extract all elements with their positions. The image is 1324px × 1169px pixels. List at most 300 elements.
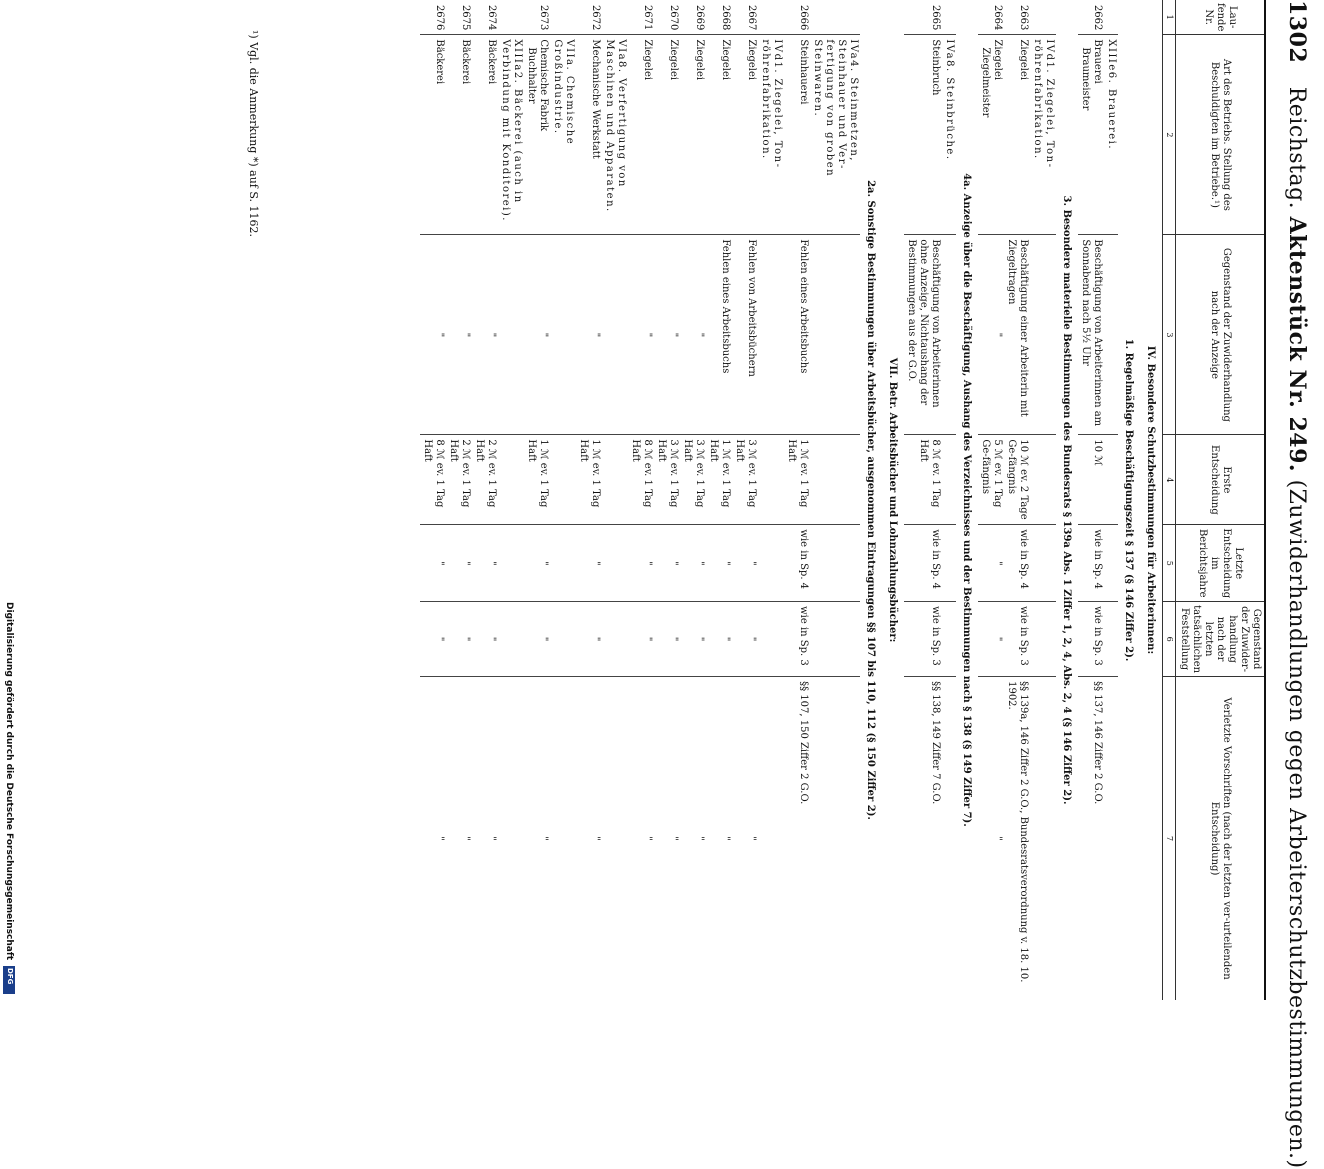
- row-number-value: 2669: [694, 4, 705, 31]
- row-number-value: 2672: [590, 4, 601, 31]
- established-offense-cell-value: wie in Sp. 3: [798, 606, 809, 666]
- table-row: [472, 0, 498, 1000]
- violated-provisions-cell: [942, 677, 956, 1000]
- last-decision-cell-value: ": [642, 560, 653, 566]
- first-decision-cell: [654, 435, 680, 525]
- established-offense-cell: [550, 602, 576, 677]
- last-decision-cell-value: wie in Sp. 4: [930, 529, 941, 590]
- table-row: [904, 0, 942, 1000]
- first-decision-cell-value: 2 ℳ ev. 1 Tag Haft: [448, 439, 471, 508]
- first-decision-cell: [942, 435, 956, 525]
- establishment-type: Ziegelei: [694, 39, 705, 81]
- first-decision-cell: [784, 435, 810, 525]
- establishment-type: IVd1. Ziegelei, Ton-röhrenfabrikation.: [760, 39, 783, 169]
- document-number: Aktenstück Nr. 249.: [1284, 216, 1310, 473]
- violated-provisions-cell-value: ": [992, 836, 1003, 841]
- last-decision-cell: [978, 525, 1004, 602]
- section-heading-text: VII. Betr. Arbeitsbücher und Lohnzahlungsbücher:: [887, 357, 898, 643]
- establishment-type: Mechanische Werkstatt: [590, 39, 601, 159]
- subsection-heading-text: 1. Regelmäßige Beschäftigungszeit § 137 (§ 146 Ziffer 2).: [1123, 338, 1134, 662]
- established-offense-cell: [942, 602, 956, 677]
- offense-cell-value: Fehlen eines Arbeitsbuchs: [798, 239, 809, 374]
- last-decision-cell: [706, 525, 732, 602]
- violated-provisions-cell-value: ": [694, 836, 705, 841]
- column-number: 5: [1163, 525, 1176, 602]
- offense-cell-value: Fehlen eines Arbeitsbuchs: [720, 239, 731, 374]
- established-offense-cell: [904, 602, 942, 677]
- section-heading: [1140, 0, 1163, 1000]
- first-decision-cell: [1104, 435, 1118, 525]
- row-number: [472, 0, 498, 35]
- established-offense-cell-value: ": [538, 636, 549, 642]
- row-number-value: 2676: [434, 4, 445, 31]
- last-decision-cell: [732, 525, 758, 602]
- violated-provisions-cell-value: ": [460, 836, 471, 841]
- established-offense-cell: [420, 602, 446, 677]
- established-offense-cell-value: ": [992, 636, 1003, 642]
- table-row: [942, 0, 956, 1000]
- establishment-cell: [810, 35, 860, 235]
- violated-provisions-cell: [654, 677, 680, 1000]
- row-number-value: 2662: [1092, 4, 1103, 31]
- subsection-heading: [1056, 0, 1078, 1000]
- offense-cell: [758, 235, 784, 435]
- table-row: [420, 0, 446, 1000]
- establishment-type: Ziegelei: [746, 39, 757, 81]
- first-decision-cell: [706, 435, 732, 525]
- table-row: [706, 0, 732, 1000]
- table-row: [524, 0, 550, 1000]
- establishment-cell: [1004, 35, 1030, 235]
- violated-provisions-cell: [1004, 677, 1030, 1000]
- offense-cell: [1078, 235, 1104, 435]
- offense-cell: [942, 235, 956, 435]
- column-header: Lau-fende Nr.: [1176, 0, 1265, 35]
- offense-cell-value: ": [992, 332, 1003, 338]
- offense-cell: [1030, 235, 1056, 435]
- last-decision-cell: [810, 525, 860, 602]
- established-offense-cell-value: ": [590, 636, 601, 642]
- first-decision-cell: [524, 435, 550, 525]
- last-decision-cell: [904, 525, 942, 602]
- established-offense-cell: [810, 602, 860, 677]
- establishment-type: Steinbruch: [930, 39, 941, 96]
- established-offense-cell: [1078, 602, 1104, 677]
- row-number-value: 2668: [720, 4, 731, 31]
- table-row: [732, 0, 758, 1000]
- table-row: [602, 0, 628, 1000]
- column-number: 6: [1163, 602, 1176, 677]
- row-number: [498, 0, 524, 35]
- table-body: [420, 0, 1163, 1000]
- accused-position: Ziegelmeister: [980, 47, 991, 118]
- establishment-cell: [784, 35, 810, 235]
- violated-provisions-cell: [1030, 677, 1056, 1000]
- established-offense-cell-value: ": [434, 636, 445, 642]
- establishment-type: Steinhauerei: [798, 39, 809, 105]
- violated-provisions-cell: [524, 677, 550, 1000]
- row-number-value: 2666: [798, 4, 809, 31]
- last-decision-cell-value: wie in Sp. 4: [798, 529, 809, 590]
- last-decision-cell-value: ": [486, 560, 497, 566]
- established-offense-cell: [732, 602, 758, 677]
- column-header: Erste Entscheidung: [1176, 435, 1265, 525]
- established-offense-cell-value: ": [694, 636, 705, 642]
- establishment-type: Bäckerei: [486, 39, 497, 85]
- table-row: [498, 0, 524, 1000]
- first-decision-cell: [628, 435, 654, 525]
- violated-provisions-cell: [1078, 677, 1104, 1000]
- established-offense-cell: [446, 602, 472, 677]
- offense-cell: [602, 235, 628, 435]
- credit-text: Digitalisierung gefördert durch die Deutsche Forschungsgemeinschaft: [4, 602, 14, 961]
- offense-cell-value: ": [642, 332, 653, 338]
- row-number: [1104, 0, 1118, 35]
- subsection-heading: [1118, 0, 1140, 1000]
- violated-provisions-cell: [420, 677, 446, 1000]
- document-subject: (Zuwiderhandlungen gegen Arbeiterschutzbestimmungen.): [1284, 479, 1309, 1169]
- violated-provisions-cell-value: §§ 137, 146 Ziffer 2 G.O.: [1092, 681, 1103, 805]
- violated-provisions-cell: [1104, 677, 1118, 1000]
- row-number: [978, 0, 1004, 35]
- last-decision-cell-value: ": [720, 560, 731, 566]
- document-page: [150, 0, 1310, 1169]
- first-decision-cell-value: 1 ℳ ev. 1 Tag Haft: [786, 439, 809, 508]
- establishment-cell: [628, 35, 654, 235]
- subsection-heading: [860, 0, 882, 1000]
- row-number-value: 2664: [992, 4, 1003, 31]
- violated-provisions-cell-value: ": [642, 836, 653, 841]
- violated-provisions-cell-value: ": [486, 836, 497, 841]
- last-decision-cell: [576, 525, 602, 602]
- first-decision-cell: [550, 435, 576, 525]
- first-decision-cell: [1078, 435, 1104, 525]
- last-decision-cell-value: wie in Sp. 4: [1018, 529, 1029, 590]
- offense-cell-value: ": [460, 332, 471, 338]
- dfg-logo: [3, 966, 15, 994]
- offense-cell: [810, 235, 860, 435]
- last-decision-cell: [654, 525, 680, 602]
- offense-cell: [904, 235, 942, 435]
- first-decision-cell-value: 1 ℳ ev. 1 Tag Haft: [526, 439, 549, 508]
- established-offense-cell-value: ": [460, 636, 471, 642]
- section-heading: [882, 0, 904, 1000]
- row-number: [904, 0, 942, 35]
- first-decision-cell-value: 8 ℳ ev. 1 Tag Haft: [630, 439, 653, 508]
- dfg-logo-text: DFG: [6, 968, 14, 985]
- first-decision-cell-value: 5 ℳ ev. 1 Tag Ge-fängnis: [980, 439, 1003, 508]
- table-row: [1078, 0, 1104, 1000]
- first-decision-cell: [810, 435, 860, 525]
- last-decision-cell-value: ": [746, 560, 757, 566]
- offense-cell-value: ": [434, 332, 445, 338]
- first-decision-cell-value: 8 ℳ ev. 1 Tag Haft: [422, 439, 445, 508]
- establishment-cell: [446, 35, 472, 235]
- established-offense-cell: [654, 602, 680, 677]
- establishment-type: IVa4. Steinmetzen, Steinhauer und Ver-fertigung von groben Steinwaren.: [812, 39, 859, 178]
- last-decision-cell-value: wie in Sp. 4: [1092, 529, 1103, 590]
- established-offense-cell-value: wie in Sp. 3: [930, 606, 941, 666]
- column-header-row: [1176, 0, 1265, 1000]
- establishment-cell: [498, 35, 524, 235]
- table-row: [550, 0, 576, 1000]
- first-decision-cell: [420, 435, 446, 525]
- violated-provisions-cell: [628, 677, 654, 1000]
- column-number-row: [1163, 0, 1176, 1000]
- establishment-cell: [942, 35, 956, 235]
- first-decision-cell: [978, 435, 1004, 525]
- first-decision-cell-value: 8 ℳ ev. 1 Tag Haft: [918, 439, 941, 508]
- row-number: [576, 0, 602, 35]
- row-number: [680, 0, 706, 35]
- violated-provisions-cell: [680, 677, 706, 1000]
- establishment-cell: [680, 35, 706, 235]
- column-header: Gegenstand der Zuwiderhandlung nach der Anzeige: [1176, 235, 1265, 435]
- establishment-type: XIIIa2. Bäckerei (auch in Verbindung mit Konditorei).: [500, 39, 523, 222]
- first-decision-cell: [732, 435, 758, 525]
- row-number-value: 2675: [460, 4, 471, 31]
- row-number-value: 2667: [746, 4, 757, 31]
- row-number: [732, 0, 758, 35]
- column-number: 7: [1163, 677, 1176, 1000]
- column-number: 3: [1163, 235, 1176, 435]
- establishment-cell: [1078, 35, 1104, 235]
- subsection-heading-text: 4a. Anzeige über die Beschäftigung, Aushang des Verzeichnisses und der Bestimmungen nach § 138 (§ 149 Ziffer 7).: [961, 173, 972, 827]
- offense-cell: [654, 235, 680, 435]
- establishment-cell: [706, 35, 732, 235]
- first-decision-cell-value: 10 ℳ ev. 2 Tage Ge-fängnis: [1006, 439, 1029, 520]
- row-number-value: 2670: [668, 4, 679, 31]
- violated-provisions-cell: [550, 677, 576, 1000]
- subsection-heading: [956, 0, 978, 1000]
- offense-cell-value: Beschäftigung von Arbeiterinnen am Sonnabend nach 5½ Uhr: [1080, 239, 1103, 427]
- established-offense-cell-value: wie in Sp. 3: [1092, 606, 1103, 666]
- column-number: 4: [1163, 435, 1176, 525]
- footnote: ¹) Vgl. die Anmerkung *) auf S. 1162.: [247, 30, 260, 237]
- first-decision-cell: [904, 435, 942, 525]
- first-decision-cell: [680, 435, 706, 525]
- row-number-value: 2673: [538, 4, 549, 31]
- violated-provisions-cell: [784, 677, 810, 1000]
- offense-cell-value: ": [486, 332, 497, 338]
- offense-cell: [550, 235, 576, 435]
- row-number: [628, 0, 654, 35]
- establishment-type: VIIa. Chemische Großindustrie.: [552, 39, 575, 146]
- page-number: 1302: [1284, 0, 1310, 64]
- last-decision-cell-value: ": [590, 560, 601, 566]
- violated-provisions-cell-value: §§ 107, 150 Ziffer 2 G.O.: [798, 681, 809, 805]
- offense-cell: [524, 235, 550, 435]
- established-offense-cell: [706, 602, 732, 677]
- last-decision-cell: [498, 525, 524, 602]
- table-row: [784, 0, 810, 1000]
- last-decision-cell: [628, 525, 654, 602]
- subsection-heading-text: 3. Besondere materielle Bestimmungen des Bundesrats § 139a Abs. 1 Ziffer 1, 2, 4, Abs. 2, 4 (§ 146 Ziffer 2).: [1061, 195, 1072, 805]
- offense-cell: [498, 235, 524, 435]
- established-offense-cell: [524, 602, 550, 677]
- violated-provisions-cell: [706, 677, 732, 1000]
- last-decision-cell: [472, 525, 498, 602]
- table-row: [680, 0, 706, 1000]
- table-row: [446, 0, 472, 1000]
- offense-cell-value: ": [590, 332, 601, 338]
- established-offense-cell-value: ": [486, 636, 497, 642]
- violated-provisions-cell: [576, 677, 602, 1000]
- row-number: [446, 0, 472, 35]
- table-row: [1030, 0, 1056, 1000]
- established-offense-cell-value: ": [746, 636, 757, 642]
- first-decision-cell: [758, 435, 784, 525]
- offense-cell: [978, 235, 1004, 435]
- establishment-cell: [654, 35, 680, 235]
- first-decision-cell: [498, 435, 524, 525]
- table-row: [1104, 0, 1118, 1000]
- last-decision-cell-value: ": [460, 560, 471, 566]
- offense-cell-value: ": [538, 332, 549, 338]
- column-number: 1: [1163, 0, 1176, 35]
- establishment-type: Brauerei: [1092, 39, 1103, 84]
- establishment-type: Ziegelei: [668, 39, 679, 81]
- established-offense-cell: [1104, 602, 1118, 677]
- offense-cell: [446, 235, 472, 435]
- first-decision-cell-value: 1 ℳ ev. 1 Tag Haft: [708, 439, 731, 508]
- row-number: [654, 0, 680, 35]
- establishment-type: Bäckerei: [460, 39, 471, 85]
- table-row: [1004, 0, 1030, 1000]
- violations-table: [420, 0, 1264, 1000]
- establishment-type: IVa8. Steinbrüche.: [944, 39, 955, 161]
- establishment-cell: [904, 35, 942, 235]
- violated-provisions-cell-value: ": [590, 836, 601, 841]
- row-number-value: 2674: [486, 4, 497, 31]
- first-decision-cell-value: 3 ℳ ev. 1 Tag Haft: [682, 439, 705, 508]
- violated-provisions-cell: [732, 677, 758, 1000]
- table-row: [758, 0, 784, 1000]
- establishment-type: Ziegelei: [992, 39, 1003, 81]
- offense-cell: [1104, 235, 1118, 435]
- section-heading-text: IV. Besondere Schutzbestimmungen für Arbeiterinnen:: [1145, 345, 1156, 655]
- offense-cell-value: ": [668, 332, 679, 338]
- violated-provisions-cell-value: ": [434, 836, 445, 841]
- last-decision-cell: [1104, 525, 1118, 602]
- column-header: Gegenstand der Zuwider-handlung nach der letzten tatsächlichen Feststellung: [1176, 602, 1265, 677]
- establishment-cell: [602, 35, 628, 235]
- last-decision-cell: [942, 525, 956, 602]
- last-decision-cell: [1078, 525, 1104, 602]
- table-row: [978, 0, 1004, 1000]
- offense-cell-value: Beschäftigung von Arbeiterinnen ohne Anzeige, Nichtaushang der Bestimmungen aus der G.O.: [906, 239, 941, 408]
- last-decision-cell-value: ": [538, 560, 549, 566]
- established-offense-cell: [472, 602, 498, 677]
- establishment-cell: [524, 35, 550, 235]
- first-decision-cell-value: 2 ℳ ev. 1 Tag Haft: [474, 439, 497, 508]
- first-decision-cell-value: 3 ℳ ev. 1 Tag Haft: [734, 439, 757, 508]
- establishment-type: Bäckerei: [434, 39, 445, 85]
- established-offense-cell: [1030, 602, 1056, 677]
- violated-provisions-cell: [904, 677, 942, 1000]
- violated-provisions-cell-value: ": [538, 836, 549, 841]
- column-header: Verletzte Vorschriften (nach der letzten ver-urteilenden Entscheidung): [1176, 677, 1265, 1000]
- first-decision-cell: [446, 435, 472, 525]
- establishment-cell: [576, 35, 602, 235]
- header-rule: [1264, 0, 1266, 1000]
- row-number: [550, 0, 576, 35]
- established-offense-cell: [576, 602, 602, 677]
- first-decision-cell-value: 1 ℳ ev. 1 Tag Haft: [578, 439, 601, 508]
- first-decision-cell: [1004, 435, 1030, 525]
- page-header: [1274, 0, 1310, 1169]
- offense-cell-value: Fehlen von Arbeitsbüchern: [746, 239, 757, 377]
- established-offense-cell: [978, 602, 1004, 677]
- violated-provisions-cell-value: §§ 139a, 146 Ziffer 2 G.O., Bundesratsverordnung v. 18. 10. 1902.: [1006, 681, 1029, 983]
- row-number: [420, 0, 446, 35]
- row-number: [942, 0, 956, 35]
- established-offense-cell-value: wie in Sp. 3: [1018, 606, 1029, 666]
- first-decision-cell: [1030, 435, 1056, 525]
- last-decision-cell: [550, 525, 576, 602]
- row-number-value: 2671: [642, 4, 653, 31]
- publication-name: Reichstag.: [1284, 86, 1309, 210]
- established-offense-cell: [1004, 602, 1030, 677]
- row-number: [1030, 0, 1056, 35]
- accused-position: Buchhalter: [526, 47, 537, 104]
- first-decision-cell: [576, 435, 602, 525]
- establishment-cell: [978, 35, 1004, 235]
- established-offense-cell-value: ": [720, 636, 731, 642]
- first-decision-cell-value: 3 ℳ ev. 1 Tag Haft: [656, 439, 679, 508]
- offense-cell: [420, 235, 446, 435]
- establishment-type: XIIIe6. Brauerei.: [1106, 39, 1117, 151]
- offense-cell: [680, 235, 706, 435]
- established-offense-cell: [680, 602, 706, 677]
- establishment-type: VIa8. Verfertigung von Maschinen und Apparaten.: [604, 39, 627, 213]
- violated-provisions-cell: [810, 677, 860, 1000]
- establishment-type: IVd1. Ziegelei, Ton-röhrenfabrikation.: [1032, 39, 1055, 169]
- offense-cell: [628, 235, 654, 435]
- establishment-cell: [472, 35, 498, 235]
- column-header: Art des Betriebs. Stellung des Beschuldigten im Betriebe.¹): [1176, 35, 1265, 235]
- last-decision-cell: [420, 525, 446, 602]
- last-decision-cell: [1004, 525, 1030, 602]
- establishment-type: Ziegelei: [1018, 39, 1029, 81]
- last-decision-cell: [758, 525, 784, 602]
- accused-position: Braumeister: [1080, 47, 1091, 111]
- last-decision-cell: [524, 525, 550, 602]
- first-decision-cell: [472, 435, 498, 525]
- row-number: [524, 0, 550, 35]
- violated-provisions-cell-value: §§ 138, 149 Ziffer 7 G.O.: [930, 681, 941, 805]
- establishment-cell: [1030, 35, 1056, 235]
- establishment-cell: [1104, 35, 1118, 235]
- row-number: [810, 0, 860, 35]
- violated-provisions-cell-value: ": [746, 836, 757, 841]
- last-decision-cell: [446, 525, 472, 602]
- violated-provisions-cell-value: ": [668, 836, 679, 841]
- establishment-cell: [732, 35, 758, 235]
- table-row: [576, 0, 602, 1000]
- violated-provisions-cell: [602, 677, 628, 1000]
- established-offense-cell: [758, 602, 784, 677]
- establishment-cell: [420, 35, 446, 235]
- row-number-value: 2663: [1018, 4, 1029, 31]
- row-number: [784, 0, 810, 35]
- offense-cell: [1004, 235, 1030, 435]
- offense-cell: [472, 235, 498, 435]
- established-offense-cell: [602, 602, 628, 677]
- row-number: [1078, 0, 1104, 35]
- violated-provisions-cell: [758, 677, 784, 1000]
- violated-provisions-cell: [498, 677, 524, 1000]
